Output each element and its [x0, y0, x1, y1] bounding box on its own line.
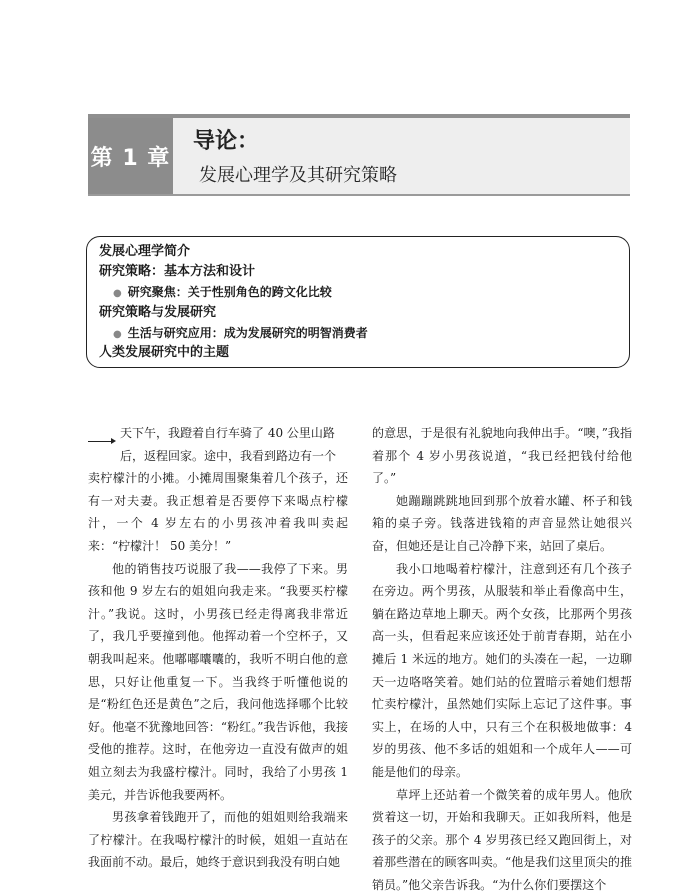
opening-line-1: 天下午，我蹬着自行车骑了 40 公里山路 [88, 422, 348, 445]
opening-arrow-icon [88, 441, 114, 442]
outline-subitem [99, 282, 617, 302]
chapter-bottom-rule [88, 194, 630, 196]
chapter-number-badge: 第 1 章 [88, 118, 173, 194]
body-paragraph: 草坪上还站着一个微笑着的成年男人。他欣赏着这一切，开始和我聊天。正如我所料，他是孩子的父亲。那个 4 岁男孩已经又跑回街上，对着那些潜在的顾客叫卖。“他是我们这里顶尖的推销员。”他父亲告诉我。“为什么你们要摆这个 [372, 784, 632, 896]
body-paragraph: 他的销售技巧说服了我——我停了下来。男孩和他 9 岁左右的姐姐向我走来。“我要买柠檬汁。”我说。这时，小男孩已经走得离我非常近了，我几乎要撞到他。他挥动着一个空杯子，又朝我叫起来。他嘟嘟囔囔的，我听不明白他的意思，只好让他重复一下。当我终于听懂他说的是“粉红色还是黄色”之后，我问他选择哪个比较好。他毫不犹豫地回答：“粉红。”我告诉他，我接受他的推荐。这时，在他旁边一直没有做声的姐姐立刻去为我盛柠檬汁。同时，我给了小男孩 1 美元，并告诉他我要两杯。 [88, 558, 348, 807]
body-column-right [372, 422, 632, 896]
outline-item: 人类发展研究中的主题 [99, 343, 617, 363]
body-paragraph: 的意思，于是很有礼貌地向我伸出手。“噢，”我指着那个 4 岁小男孩说道，“我已经把钱付给他了。” [372, 422, 632, 490]
opening-paragraph-rest: 卖柠檬汁的小摊。小摊周围聚集着几个孩子，还有一对夫妻。我正想着是否要停下来喝点柠檬汁，一个 4 岁左右的小男孩冲着我叫卖起来：“柠檬汁！ 50 美分！” [88, 471, 348, 553]
outline-subitem [99, 323, 617, 343]
chapter-outline-box [86, 236, 630, 368]
body-paragraph [88, 422, 348, 558]
body-paragraph: 我小口地喝着柠檬汁，注意到还有几个孩子在旁边。两个男孩，从服装和举止看像高中生，躺在路边草地上聊天。两个女孩，比那两个男孩高一头，但看起来应该还处于前青春期，站在小摊后 1 米远的地方。她们的头凑在一起，一边聊天一边咯咯笑着。她们站的位置暗示着她们想帮忙卖柠檬汁，虽然她们实际上忘记了这件事。事实上，在场的人中，只有三个在积极地做事：4 岁的男孩、他不多话的姐姐和一个成年人——可能是他们的母亲。 [372, 558, 632, 784]
body-column-left [88, 422, 348, 874]
outline-subitem-label: 生活与研究应用：成为发展研究的明智消费者 [128, 326, 368, 340]
outline-item: 研究策略：基本方法和设计 [99, 262, 617, 282]
bullet-icon: ● [113, 329, 122, 340]
chapter-title: 导论： [193, 124, 259, 155]
outline-item: 研究策略与发展研究 [99, 303, 617, 323]
body-paragraph: 她蹦蹦跳跳地回到那个放着水罐、杯子和钱箱的桌子旁。钱落进钱箱的声音显然让她很兴奋，但她还是让自己冷静下来，站回了桌后。 [372, 490, 632, 558]
chapter-subtitle: 发展心理学及其研究策略 [199, 161, 397, 187]
body-paragraph: 男孩拿着钱跑开了，而他的姐姐则给我端来了柠檬汁。在我喝柠檬汁的时候，姐姐一直站在我面前不动。最后，她终于意识到我没有明白她 [88, 806, 348, 874]
bullet-icon: ● [113, 288, 122, 299]
outline-subitem-label: 研究聚焦：关于性别角色的跨文化比较 [128, 285, 332, 299]
opening-line-2: 后，返程回家。途中，我看到路边有一个 [88, 445, 348, 468]
outline-item: 发展心理学简介 [99, 242, 617, 262]
